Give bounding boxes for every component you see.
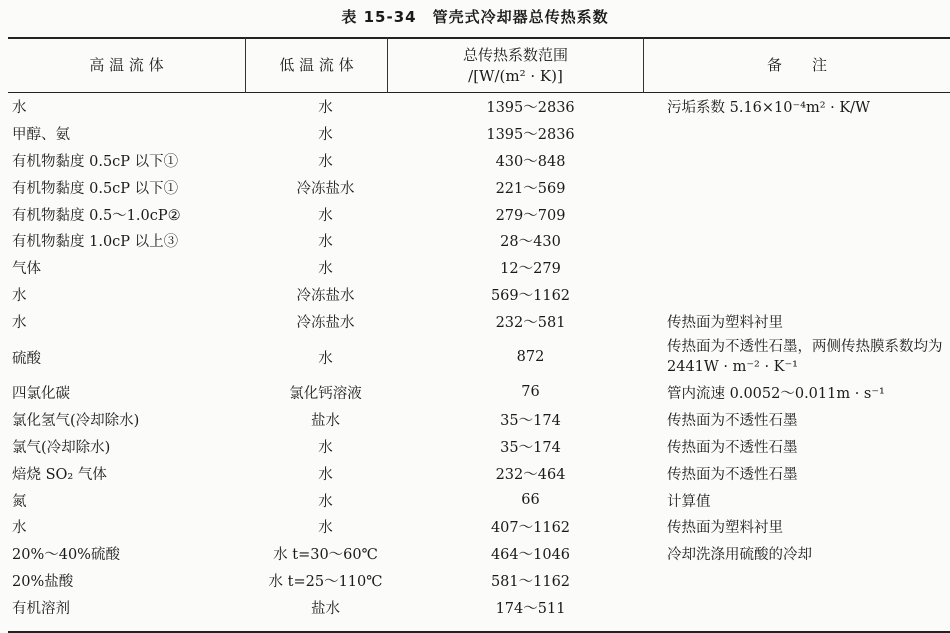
table-row <box>8 308 950 335</box>
cell-hot-fluid: 有机物黏度 0.5cP 以下① <box>12 153 179 170</box>
table-row <box>8 201 950 228</box>
cell-coefficient: 232～464 <box>495 466 566 483</box>
cell-cold-fluid: 水 <box>318 350 333 367</box>
cell-note <box>663 594 950 621</box>
cell-hot-fluid: 四氯化碳 <box>12 385 70 402</box>
cell-coefficient: 464～1046 <box>490 547 571 564</box>
cell-coefficient: 279～709 <box>495 207 566 224</box>
table-title: 表 15-34 管壳式冷却器总传热系数 <box>341 8 609 26</box>
cell-coefficient: 872 <box>516 349 545 366</box>
cell-hot-fluid: 氮 <box>12 493 27 510</box>
cell-hot-fluid: 水 <box>12 520 27 537</box>
cell-coefficient: 1395～2836 <box>486 99 575 116</box>
cell-cold-fluid: 水 <box>318 207 333 224</box>
cell-coefficient: 1395～2836 <box>486 126 575 143</box>
cell-note: 传热面为塑料衬里 <box>667 315 783 332</box>
table-row <box>8 487 950 514</box>
cell-cold-fluid: 冷冻盐水 <box>296 288 355 305</box>
cell-hot-fluid: 有机溶剂 <box>12 601 70 618</box>
table-row <box>8 433 950 460</box>
table-row <box>8 93 950 120</box>
cell-hot-fluid: 硫酸 <box>12 350 41 367</box>
cell-note <box>663 281 950 308</box>
cell-hot-fluid: 氯化氢气(冷却除水) <box>12 412 140 429</box>
cell-cold-fluid: 水 t=25～110℃ <box>268 574 383 591</box>
table-row <box>8 120 950 147</box>
cell-note <box>663 174 950 201</box>
cell-coefficient: 12～279 <box>500 261 561 278</box>
cell-cold-fluid: 水 <box>318 466 333 483</box>
cell-cold-fluid: 水 <box>318 261 333 278</box>
table-row <box>8 335 950 379</box>
cell-hot-fluid: 水 <box>12 288 27 305</box>
cell-coefficient: 569～1162 <box>490 288 571 305</box>
header-coefficient-line1: 总传热系数范围 <box>462 45 568 64</box>
cell-coefficient: 407～1162 <box>490 520 571 537</box>
table-row <box>8 460 950 487</box>
cell-hot-fluid: 甲醇、氨 <box>12 126 70 143</box>
header-coefficient <box>388 39 643 92</box>
cell-cold-fluid: 水 <box>318 234 333 251</box>
cell-cold-fluid: 水 <box>318 99 333 116</box>
cell-cold-fluid: 水 <box>318 520 333 537</box>
cell-hot-fluid: 20%～40%硫酸 <box>12 547 120 564</box>
data-table <box>8 93 950 621</box>
table-row <box>8 594 950 621</box>
table-row <box>8 513 950 540</box>
cell-note <box>663 201 950 228</box>
cell-coefficient: 35～174 <box>500 412 561 429</box>
cell-hot-fluid: 气体 <box>12 261 41 278</box>
cell-note: 污垢系数 5.16×10⁻⁴m² · K/W <box>667 99 870 116</box>
cell-note <box>663 567 950 594</box>
cell-coefficient: 581～1162 <box>490 574 571 591</box>
cell-cold-fluid: 冷冻盐水 <box>296 180 355 197</box>
header-hot-fluid: 高 温 流 体 <box>89 56 164 74</box>
table-row <box>8 227 950 254</box>
cell-coefficient: 174～511 <box>495 601 566 618</box>
table-row <box>8 147 950 174</box>
cell-note: 传热面为不透性石墨 <box>667 412 798 429</box>
cell-note: 计算值 <box>667 493 711 510</box>
cell-hot-fluid: 水 <box>12 315 27 332</box>
cell-cold-fluid: 水 <box>318 126 333 143</box>
cell-coefficient: 76 <box>521 384 540 401</box>
cell-cold-fluid: 氯化钙溶液 <box>289 385 362 402</box>
cell-cold-fluid: 水 <box>318 153 333 170</box>
cell-coefficient: 66 <box>521 492 540 509</box>
cell-note: 传热面为不透性石墨，两侧传热膜系数均为 2441W · m⁻² · K⁻¹ <box>667 339 943 376</box>
cell-hot-fluid: 有机物黏度 1.0cP 以上③ <box>12 234 179 251</box>
cell-hot-fluid: 20%盐酸 <box>12 574 74 591</box>
cell-note <box>663 120 950 147</box>
cell-coefficient: 430～848 <box>495 153 566 170</box>
table-row <box>8 174 950 201</box>
table-row <box>8 281 950 308</box>
header-cold-fluid: 低 温 流 体 <box>279 56 354 74</box>
table-row <box>8 540 950 567</box>
cell-note <box>663 254 950 281</box>
header-notes: 备 注 <box>766 56 827 74</box>
table-row <box>8 379 950 406</box>
cell-hot-fluid: 水 <box>12 99 27 116</box>
header-coefficient-unit: /[W/(m² · K)] <box>468 66 563 85</box>
cell-note: 管内流速 0.0052～0.011m · s⁻¹ <box>667 385 885 402</box>
cell-hot-fluid: 有机物黏度 0.5cP 以下① <box>12 180 179 197</box>
cell-cold-fluid: 水 <box>318 493 333 510</box>
cell-cold-fluid: 冷冻盐水 <box>296 315 355 332</box>
cell-note: 传热面为塑料衬里 <box>667 520 783 537</box>
cell-cold-fluid: 盐水 <box>311 412 340 429</box>
table-row <box>8 567 950 594</box>
cell-cold-fluid: 水 <box>318 439 333 456</box>
cell-cold-fluid: 盐水 <box>311 601 340 618</box>
cell-note: 传热面为不透性石墨 <box>667 439 798 456</box>
cell-note: 传热面为不透性石墨 <box>667 466 798 483</box>
cell-coefficient: 221～569 <box>495 180 566 197</box>
cell-note <box>663 147 950 174</box>
table-row <box>8 406 950 433</box>
cell-note: 冷却洗涤用硫酸的冷却 <box>667 547 812 564</box>
cell-coefficient: 28～430 <box>500 234 561 251</box>
cell-hot-fluid: 有机物黏度 0.5～1.0cP② <box>12 207 181 224</box>
cell-hot-fluid: 焙烧 SO₂ 气体 <box>12 466 107 483</box>
cell-note <box>663 227 950 254</box>
cell-coefficient: 232～581 <box>495 315 566 332</box>
table-row <box>8 254 950 281</box>
cell-cold-fluid: 水 t=30～60℃ <box>273 547 378 564</box>
cell-coefficient: 35～174 <box>500 439 561 456</box>
cell-hot-fluid: 氯气(冷却除水) <box>12 439 111 456</box>
